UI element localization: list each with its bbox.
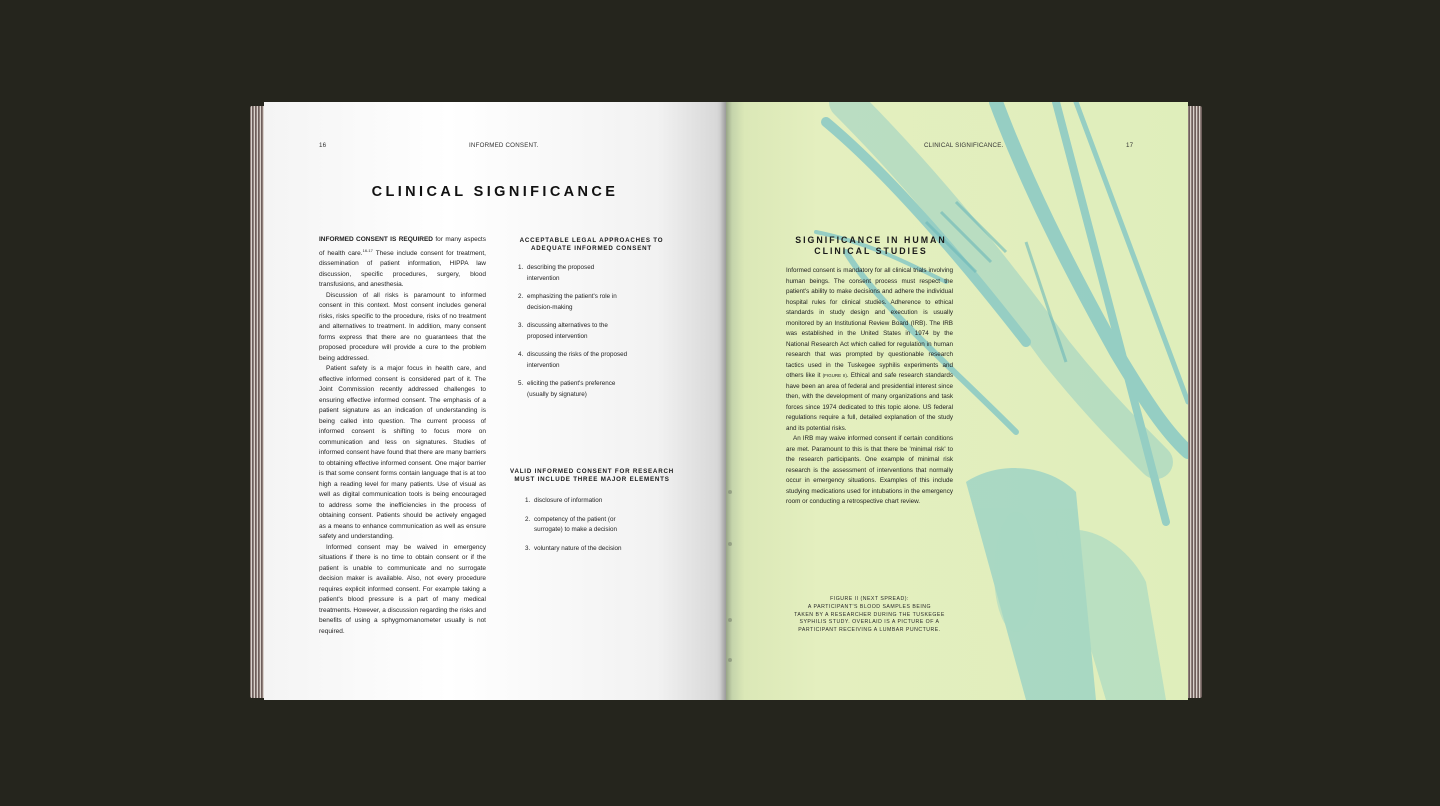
left-running-head: INFORMED CONSENT. xyxy=(469,142,539,149)
body-p1-a: for many aspects of health care. xyxy=(319,236,486,257)
footnote-ref: 16-17 xyxy=(362,247,373,253)
list-item xyxy=(518,350,628,371)
body-paragraph-1 xyxy=(319,235,486,291)
list-item xyxy=(518,321,628,342)
section-heading-line: CLINICAL STUDIES xyxy=(814,245,928,256)
list-text: competency of the patient (or surrogate) to make a decision xyxy=(534,515,617,533)
right-paragraph-2: An IRB may waive informed consent if certain conditions are met. Paramount to this is that there be 'minimal risk' to the research participants. One example of minimal risk research is the assessment of interventions that normally occur in emergency situations. Examples of this include studying medications used for intubations in the emergency room or conducting a retrospective chart review. xyxy=(786,435,953,505)
legal-approaches-list xyxy=(518,263,628,408)
sidebar-heading-valid-consent xyxy=(502,468,682,483)
list-item xyxy=(518,379,628,400)
body-paragraph-3: Patient safety is a major focus in health care, and effective informed consent is considered part of it. The Joint Commission recently addressed challenges to ensuring effective informed consent. The emphasis of a patient signature as an indication of understanding is being called into question. The current process of informed consent is shifting to focus more on communication and less on signatures. Studies of informed consent have found that there are many barriers to obtaining effective informed consent. One major barrier is that some consent forms contain language that is at too high a reading level for many patients. Use of visual as well as digital communication tools is being encouraged to address some the inefficiencies in the process of obtaining consent. Patients should be actively engaged as a means to enhance communication as well as ensure safety and understanding. xyxy=(319,365,486,541)
list-item xyxy=(525,544,635,555)
caption-line: SYPHILIS STUDY. OVERLAID IS A PICTURE OF A xyxy=(799,619,940,626)
sidebar-heading-line: MUST INCLUDE THREE MAJOR ELEMENTS xyxy=(514,475,670,483)
left-page xyxy=(264,102,726,700)
list-number: 4. xyxy=(518,351,524,358)
list-item xyxy=(518,263,628,284)
list-item xyxy=(518,292,628,313)
caption-line: A PARTICIPANT'S BLOOD SAMPLES BEING xyxy=(807,603,932,610)
right-body-column xyxy=(786,266,953,508)
main-body-column xyxy=(319,235,486,637)
sidebar-heading-line: VALID INFORMED CONSENT FOR RESEARCH xyxy=(509,468,674,475)
caption-line: FIGURE II (NEXT SPREAD): xyxy=(830,596,909,602)
figure-caption xyxy=(786,596,953,635)
list-text: discussing alternatives to the proposed intervention xyxy=(527,322,608,340)
sidebar-heading-legal-approaches xyxy=(504,237,679,252)
figure-ref: (FIGURE II) xyxy=(822,373,847,378)
list-text: disclosure of information xyxy=(534,497,603,504)
list-number: 5. xyxy=(518,380,524,387)
caption-line: PARTICIPANT RECEIVING A LUMBAR PUNCTURE. xyxy=(798,627,941,634)
list-item xyxy=(525,496,635,507)
body-lead: INFORMED CONSENT IS REQUIRED xyxy=(319,236,433,243)
right-running-head: CLINICAL SIGNIFICANCE. xyxy=(924,142,1004,149)
list-text: discussing the risks of the proposed intervention xyxy=(527,351,628,369)
list-text: emphasizing the patient's role in decision-making xyxy=(527,293,617,311)
right-page xyxy=(726,102,1188,700)
list-number: 1. xyxy=(518,264,524,271)
body-paragraph-2: Discussion of all risks is paramount to informed consent in this context. Most consent includes general risks, risks specific to the procedure, risks of no treatment and alternatives to treatment. In addition, many consent forms express that there are no guarantees that the proposed procedure will provide a cure to the problem being addressed. xyxy=(319,291,486,362)
caption-line: TAKEN BY A RESEARCHER DURING THE TUSKEGEE xyxy=(794,611,945,618)
binding-holes xyxy=(728,102,736,700)
binding-hole xyxy=(728,618,732,622)
list-number: 3. xyxy=(525,544,531,552)
binding-hole xyxy=(728,542,732,546)
right-p1-b: . Ethical and safe research standards have been an area of federal and presidential interest since then, with the development of many organizations and task forces since 1974 dedicated to this topic alone. US federal regulations require a full, detailed explanation of the study and its potential risks. xyxy=(786,372,953,432)
list-number: 2. xyxy=(525,515,531,523)
list-text: eliciting the patient's preference (usually by signature) xyxy=(527,380,616,398)
list-number: 3. xyxy=(518,322,524,329)
list-text: describing the proposed intervention xyxy=(527,264,595,282)
page-edges-right xyxy=(1186,106,1202,698)
list-number: 2. xyxy=(518,293,524,300)
list-text: voluntary nature of the decision xyxy=(534,544,622,552)
open-book-spread xyxy=(250,102,1202,700)
section-heading-human-studies xyxy=(766,235,976,256)
valid-consent-elements-list xyxy=(525,496,635,562)
body-paragraph-4: Informed consent may be waived in emergency situations if there is no time to obtain consent or if the patient is unable to communicate and no surrogate decision maker is available. Also, not every procedure requires explicit informed consent. For example taking a patient's blood pressure is a part of many medical treatments. However, a discussion regarding the risks and benefits of using a sphygmomanometer usually is not required. xyxy=(319,543,486,635)
list-item xyxy=(525,515,635,536)
right-p1-a: Informed consent is mandatory for all clinical trials involving human beings. The consent process must respect the patient's ability to make decisions and adhere the individual hospital rules for clinical studies. Adherence to ethical standards in study design and execution is usually monitored by an Institutional Review Board (IRB). The IRB was established in the United States in 1974 by the National Research Act which called for regulation in human research that was prompted by questionable research tactics used in the Tuskegee syphilis experiments and others like it xyxy=(786,267,953,379)
binding-hole xyxy=(728,490,732,494)
body-p1-b: These include consent for treatment, dissemination of patient information, HIPPA law discussion, specific procedures, surgery, blood transfusions, and anesthesia. xyxy=(319,249,486,289)
sidebar-heading-line: ACCEPTABLE LEGAL APPROACHES TO xyxy=(519,237,664,244)
binding-hole xyxy=(728,658,732,662)
page-title: CLINICAL SIGNIFICANCE xyxy=(371,184,619,200)
sidebar-heading-line: ADEQUATE INFORMED CONSENT xyxy=(531,244,652,252)
left-page-number: 16 xyxy=(319,142,327,149)
section-heading-line: SIGNIFICANCE IN HUMAN xyxy=(795,235,947,245)
right-paragraph-1 xyxy=(786,266,953,434)
right-page-number: 17 xyxy=(1126,142,1134,149)
list-number: 1. xyxy=(525,497,531,504)
